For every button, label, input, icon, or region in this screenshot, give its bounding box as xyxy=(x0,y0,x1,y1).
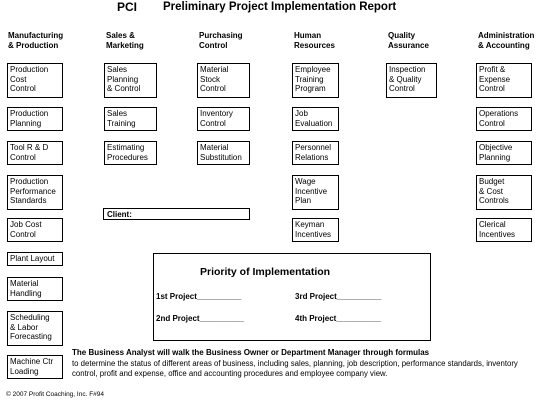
box-job-cost-control: Job Cost Control xyxy=(7,218,63,242)
box-estimating-procedures: Estimating Procedures xyxy=(104,141,157,165)
box-clerical-incentives: Clerical Incentives xyxy=(476,218,532,242)
box-personnel-relations: Personnel Relations xyxy=(292,141,339,165)
box-scheduling-labor-forecasting: Scheduling & Labor Forecasting xyxy=(7,311,63,346)
box-material-handling: Material Handling xyxy=(7,277,63,301)
title-main: Preliminary Project Implementation Report xyxy=(163,1,397,13)
box-budget-cost-controls: Budget & Cost Controls xyxy=(476,175,532,210)
box-wage-incentive-plan: Wage Incentive Plan xyxy=(292,175,339,210)
note-body: to determine the status of different areas of business, including sales, planning, job description, performance standards, inventory control, profit and expense, office and accounting procedures and employee company view. xyxy=(72,359,518,378)
priority-project-1: 1st Project__________ xyxy=(156,292,242,301)
priority-box xyxy=(153,253,431,341)
header-manufacturing: Manufacturing & Production xyxy=(8,31,64,50)
box-keyman-incentives: Keyman Incentives xyxy=(292,218,339,242)
header-admin: Administration & Accounting xyxy=(478,31,535,50)
box-inspection-quality-control: Inspection & Quality Control xyxy=(386,63,437,98)
box-inventory-control: Inventory Control xyxy=(197,107,250,131)
box-tool-rd-control: Tool R & D Control xyxy=(7,141,63,165)
box-plant-layout: Plant Layout xyxy=(7,252,63,266)
box-sales-training: Sales Training xyxy=(104,107,157,131)
report-title xyxy=(0,0,555,16)
header-quality: Quality Assurance xyxy=(388,31,429,50)
priority-project-4: 4th Project__________ xyxy=(295,314,381,323)
box-material-stock-control: Material Stock Control xyxy=(197,63,250,98)
note-heading: The Business Analyst will walk the Business Owner or Department Manager through formulas xyxy=(72,348,430,357)
priority-project-3: 3rd Project__________ xyxy=(295,292,382,301)
box-operations-control: Operations Control xyxy=(476,107,532,131)
box-profit-expense-control: Profit & Expense Control xyxy=(476,63,532,98)
box-production-performance-standards: Production Performance Standards xyxy=(7,175,63,210)
box-sales-planning-control: Sales Planning & Control xyxy=(104,63,157,98)
header-hr: Human Resources xyxy=(294,31,335,50)
priority-project-2: 2nd Project__________ xyxy=(156,314,245,323)
box-employee-training-program: Employee Training Program xyxy=(292,63,339,98)
box-material-substitution: Material Substitution xyxy=(197,141,250,165)
header-purchasing: Purchasing Control xyxy=(199,31,243,50)
header-sales: Sales & Marketing xyxy=(106,31,144,50)
client-field: Client: xyxy=(103,208,250,220)
copyright: © 2007 Profit Coaching, Inc. F#94 xyxy=(6,391,105,398)
box-production-cost-control: Production Cost Control xyxy=(7,63,63,98)
box-machine-ctr-loading: Machine Ctr Loading xyxy=(7,355,63,379)
box-objective-planning: Objective Planning xyxy=(476,141,532,165)
box-job-evaluation: Job Evaluation xyxy=(292,107,339,131)
box-production-planning: Production Planning xyxy=(7,107,63,131)
title-pci: PCI xyxy=(117,0,138,14)
priority-title: Priority of Implementation xyxy=(200,266,331,278)
